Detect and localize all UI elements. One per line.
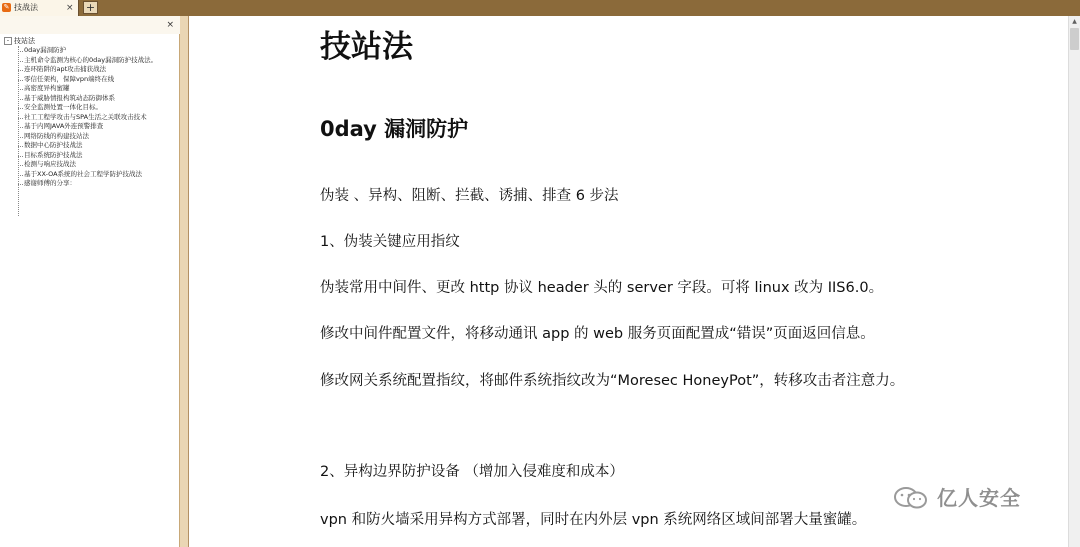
document-icon: ✎ — [3, 3, 10, 11]
tree-root[interactable] — [4, 36, 35, 46]
tree-item[interactable]: 检测与响应技战法 — [18, 160, 157, 170]
scroll-thumb[interactable] — [1070, 28, 1079, 50]
tab-close-button[interactable]: × — [66, 3, 74, 13]
outline-sidebar — [0, 16, 180, 547]
tree-item[interactable]: 感谢师傅的分享： — [18, 179, 157, 189]
document-view — [189, 16, 1068, 547]
paragraph: 1、伪装关键应用指纹 — [320, 234, 460, 250]
tree-item[interactable]: 网络防线的构建技站法 — [18, 132, 157, 142]
new-tab-button[interactable]: + — [83, 1, 98, 14]
tree-item[interactable]: 零信任架构，保障vpn端终在线 — [18, 75, 157, 85]
tree-item[interactable]: 社工工程学攻击与SPA生活之关联攻击技术 — [18, 113, 157, 123]
wechat-icon — [893, 486, 929, 510]
sidebar-header — [0, 16, 180, 34]
watermark-text: 亿人安全 — [937, 486, 1021, 510]
paragraph: 伪装 、异构、阻断、拦截、诱捕、排查 6 步法 — [320, 188, 619, 204]
pane-splitter[interactable] — [180, 16, 188, 547]
paragraph: 修改网关系统配置指纹，将邮件系统指纹改为“Moresec HoneyPot”，转移攻击者注意力。 — [320, 373, 905, 389]
document-title: 技站法 — [320, 29, 413, 65]
tree-items — [18, 46, 157, 189]
collapse-icon[interactable]: - — [4, 37, 12, 45]
tree-item[interactable]: 高密度异构蜜罐 — [18, 84, 157, 94]
tree-item[interactable]: 目标系统防护技战法 — [18, 151, 157, 161]
tab-bar — [0, 0, 1080, 16]
tree-item[interactable]: 基于XX-OA系统的社会工程学防护技战法 — [18, 170, 157, 180]
tree-item[interactable]: 数据中心防护技战法 — [18, 141, 157, 151]
tree-root-label: 技站法 — [14, 37, 35, 45]
tab-active[interactable] — [0, 0, 79, 16]
sidebar-close-button[interactable]: × — [166, 20, 174, 30]
watermark — [893, 486, 1021, 510]
tree-item[interactable]: 基于威胁情报构筑动态防御体系 — [18, 94, 157, 104]
paragraph: 伪装常用中间件、更改 http 协议 header 头的 server 字段。可将 linux 改为 IIS6.0。 — [320, 280, 884, 296]
tree-item[interactable]: 连环陷阱的apt攻击捕获战法 — [18, 65, 157, 75]
tab-title: 技战法 — [14, 3, 38, 12]
paragraph: vpn 和防火墙采用异构方式部署，同时在内外层 vpn 系统网络区域间部署大量蜜罐。 — [320, 512, 867, 528]
paragraph: 2、异构边界防护设备 （增加入侵难度和成本） — [320, 464, 624, 480]
tree-item[interactable]: 安全监测处置一体化目标。 — [18, 103, 157, 113]
paragraph: 修改中间件配置文件，将移动通讯 app 的 web 服务页面配置成“错误”页面返回信息。 — [320, 326, 875, 342]
tree-item[interactable]: 0day漏洞防护 — [18, 46, 157, 56]
tree-item[interactable]: 主机命令监测为核心的0day漏洞防护技战法。 — [18, 56, 157, 66]
vertical-scrollbar[interactable] — [1068, 16, 1080, 547]
section-heading: 0day 漏洞防护 — [320, 117, 469, 141]
scroll-up-arrow-icon[interactable]: ▲ — [1072, 18, 1077, 25]
tree-item[interactable]: 基于内网JAVA外连预警排查 — [18, 122, 157, 132]
